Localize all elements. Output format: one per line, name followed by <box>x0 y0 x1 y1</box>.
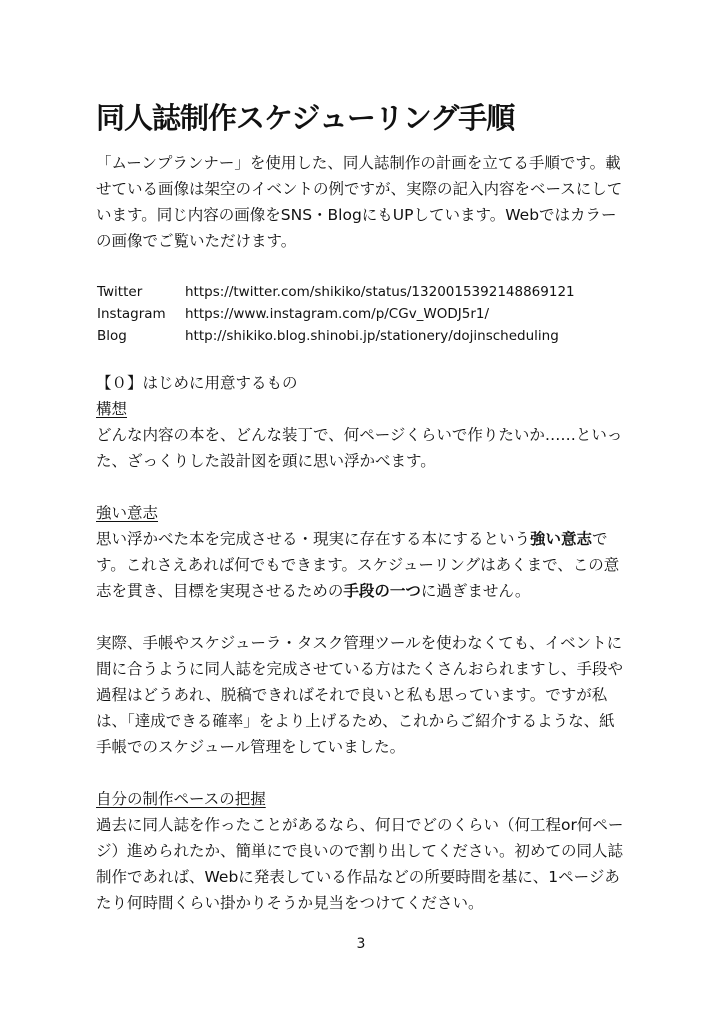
practice-line: 過程はどうあれ、脱稿できればそれで良いと私も思っています。ですが私 <box>96 686 608 704</box>
practice-line: 手帳でのスケジュール管理をしていました。 <box>96 738 406 756</box>
pace-heading: 自分の制作ペースの把握 <box>96 790 266 808</box>
link-label: Blog <box>97 328 127 344</box>
twitter-link[interactable]: https://twitter.com/shikiko/status/1320015392148869121 <box>185 284 575 300</box>
pace-line: たり何時間くらい掛かりそうか見当をつけてください。 <box>96 894 484 912</box>
will-paragraph <box>96 526 636 604</box>
intro-line: の画像でご覧いただけます。 <box>96 232 297 250</box>
concept-line: どんな内容の本を、どんな装丁で、何ページくらいで作りたいか……といっ <box>96 426 623 444</box>
practice-line: は、「達成できる確率」をより上げるため、これからご紹介するような、紙 <box>96 712 615 730</box>
link-label: Instagram <box>97 306 166 322</box>
instagram-link[interactable]: https://www.instagram.com/p/CGv_WODJ5r1/ <box>185 306 490 322</box>
practice-line: 実際、手帳やスケジューラ・タスク管理ツールを使わなくても、イベントに <box>96 634 623 652</box>
concept-heading: 構想 <box>96 400 128 418</box>
intro-line: せている画像は架空のイベントの例ですが、実際の記入内容をベースにして <box>96 180 623 198</box>
intro-line: います。同じ内容の画像をSNS・BlogにもUPしています。Webではカラー <box>96 206 617 224</box>
will-line <box>96 526 636 552</box>
links-list <box>97 281 575 347</box>
page-title: 同人誌制作スケジューリング手順 <box>96 101 515 135</box>
will-text: 思い浮かべた本を完成させる・現実に存在する本にするという <box>96 530 531 548</box>
link-row-blog <box>97 325 575 347</box>
will-text: 志を貫き、目標を実現させるための <box>96 582 344 600</box>
intro-line: 「ムーンプランナー」を使用した、同人誌制作の計画を立てる手順です。載 <box>96 154 621 172</box>
concept-line: た、ざっくりした設計図を頭に思い浮かべます。 <box>96 452 436 470</box>
section-heading: 【０】はじめに用意するもの <box>96 374 298 392</box>
link-row-instagram <box>97 303 575 325</box>
concept-paragraph <box>96 422 636 474</box>
intro-paragraph <box>96 150 636 254</box>
link-row-twitter <box>97 281 575 303</box>
pace-line: 過去に同人誌を作ったことがあるなら、何日でどのくらい（何工程or何ペー <box>96 816 624 834</box>
link-label: Twitter <box>97 284 143 300</box>
will-heading: 強い意志 <box>96 504 159 522</box>
page-number: 3 <box>356 936 366 952</box>
will-line <box>96 578 636 604</box>
will-text: に過ぎません。 <box>420 582 531 600</box>
practice-paragraph <box>96 630 636 760</box>
means-emphasis: 手段の一つ <box>343 582 421 600</box>
will-line: す。これさえあれば何でもできます。スケジューリングはあくまで、この意 <box>96 556 620 574</box>
pace-line: 制作であれば、Webに発表している作品などの所要時間を基に、1ページあ <box>96 868 620 886</box>
practice-line: 間に合うように同人誌を完成させている方はたくさんおられますし、手段や <box>96 660 624 678</box>
blog-link[interactable]: http://shikiko.blog.shinobi.jp/stationery/dojinscheduling <box>185 328 559 344</box>
will-emphasis: 強い意志 <box>530 530 593 548</box>
pace-paragraph <box>96 812 636 916</box>
pace-line: ジ）進められたか、簡単にで良いので割り出してください。初めての同人誌 <box>96 842 624 860</box>
will-text: で <box>592 530 608 548</box>
